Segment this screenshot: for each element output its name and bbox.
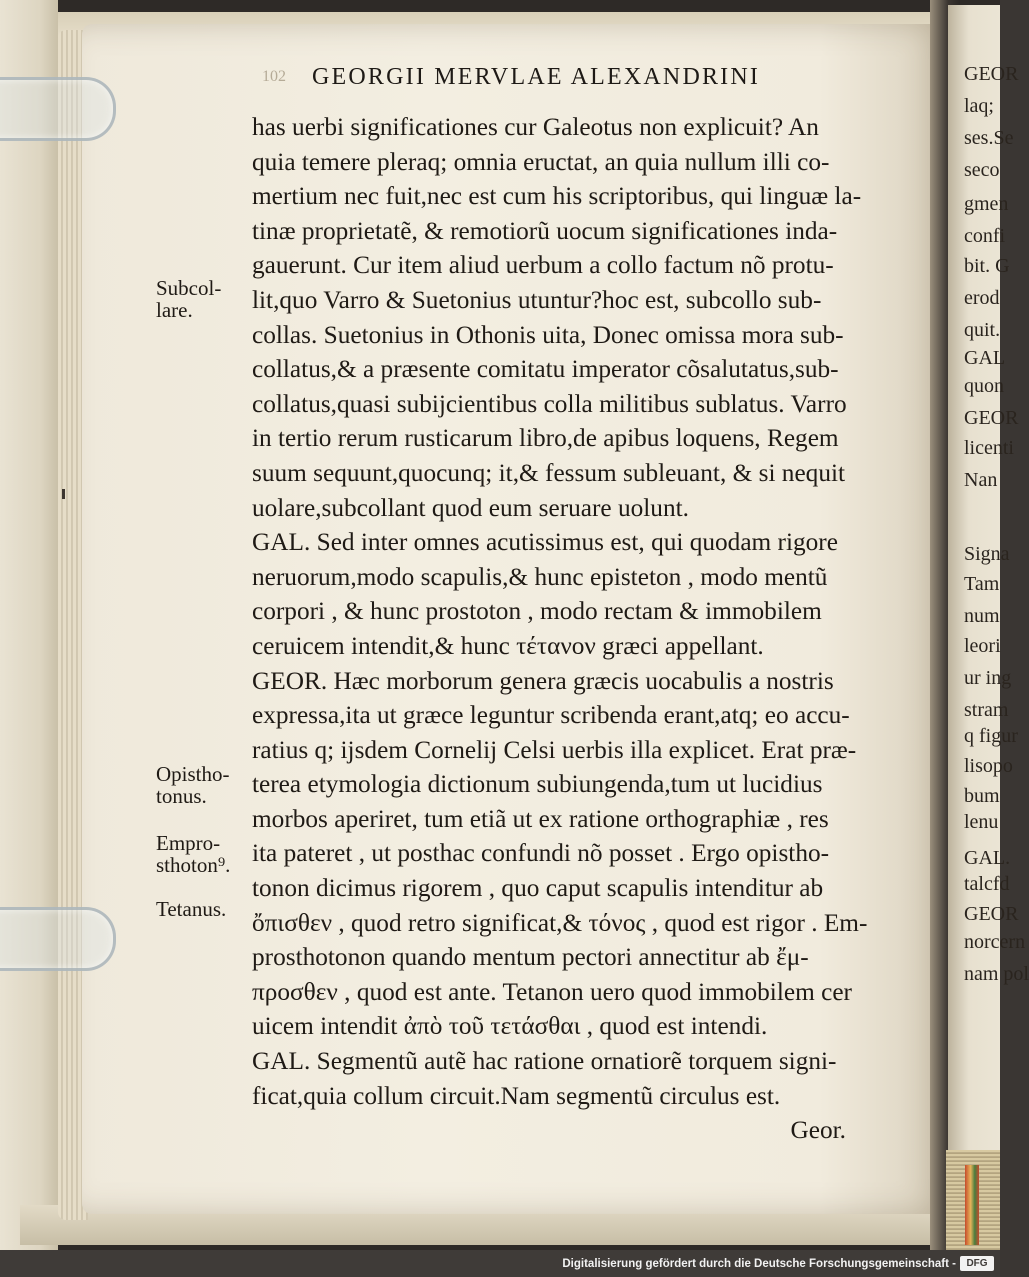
facing-page-text: ses.Se <box>964 127 1014 149</box>
footer-credit: Digitalisierung gefördert durch die Deutsche Forschungsgemeinschaft - <box>562 1258 956 1270</box>
text-line: GAL. Sed inter omnes acutissimus est, qui quodam rigore <box>252 528 838 557</box>
text-line: in tertio rerum rusticarum libro,de apibus loquens, Regem <box>252 424 839 453</box>
text-line: morbos aperiret, tum etiã ut ex ratione orthographiæ , res <box>252 804 829 833</box>
facing-page-text: gmen <box>964 193 1009 215</box>
facing-page-text: bit. G <box>964 255 1010 277</box>
facing-page-text: GAL. <box>964 847 1011 869</box>
text-line: lit,quo Varro & Suetonius utuntur?hoc est, subcollo sub- <box>252 285 822 314</box>
text-line: neruorum,modo scapulis,& hunc episteton , modo mentũ <box>252 562 828 591</box>
facing-page-text: seco <box>964 159 1000 181</box>
margin-note-line: sthoton⁹. <box>156 853 231 877</box>
text-line: terea etymologia dictionum subiungenda,tum ut lucidius <box>252 770 823 799</box>
text-line: ὄπισθεν , quod retro significat,& τόνος , quod est rigor . Em- <box>252 908 868 937</box>
facing-page-text: talcfd <box>964 873 1010 895</box>
facing-page-text: norcern <box>964 931 1026 953</box>
facing-page-text: laq; <box>964 95 994 117</box>
text-line: expressa,ita ut græce leguntur scribenda erant,atq; eo accu- <box>252 701 850 730</box>
book-cover-left <box>0 0 58 1250</box>
text-line: collatus,quasi subijcientibus colla militibus sublatus. Varro <box>252 389 847 418</box>
digitization-footer <box>0 1250 1000 1277</box>
page-clip-top <box>0 77 116 141</box>
text-line: tonon dicimus rigorem , quo caput scapulis intenditur ab <box>252 874 824 903</box>
text-line: tinæ proprietatẽ, & remotiorũ uocum significationes inda- <box>252 216 838 245</box>
facing-page-text: lenu <box>964 811 999 833</box>
facing-page-text: Signa <box>964 543 1010 565</box>
page-clip-bottom <box>0 907 116 971</box>
margin-note-line: lare. <box>156 298 193 322</box>
text-line: collatus,& a præsente comitatu imperator cõsalutatus,sub- <box>252 355 839 384</box>
page-number: 102 <box>262 68 286 85</box>
margin-note-line: Opistho- <box>156 762 230 786</box>
facing-page-text: GAL <box>964 347 1006 369</box>
facing-page-text: erod <box>964 287 1000 309</box>
text-line: GEOR. Hæc morborum genera græcis uocabulis a nostris <box>252 666 834 695</box>
facing-page-text: GEOR <box>964 63 1019 85</box>
text-line: corpori , & hunc prostoton , modo rectam & immobilem <box>252 597 822 626</box>
text-line: προσθεν , quod est ante. Tetanon uero quod immobilem cer <box>252 977 852 1006</box>
text-line: mertium nec fuit,nec est cum his scriptoribus, qui linguæ la- <box>252 182 862 211</box>
text-line: ceruicem intendit,& hunc τέτανον græci appellant. <box>252 631 764 660</box>
facing-page-text: licenti <box>964 437 1014 459</box>
margin-note-tetanus <box>156 898 226 920</box>
catchword: Geor. <box>790 1116 846 1145</box>
text-line: GAL. Segmentũ autẽ hac ratione ornatiorẽ torquem signi- <box>252 1047 837 1076</box>
body-text <box>252 110 868 1148</box>
margin-note-line: Subcol- <box>156 276 222 300</box>
facing-page-text: quit. <box>964 319 1001 341</box>
margin-note-subcollare <box>156 277 221 321</box>
dfg-logo: DFG <box>960 1256 994 1271</box>
facing-page-text: Nan <box>964 469 998 491</box>
text-line: has uerbi significationes cur Galeotus non explicuit? An <box>252 113 819 141</box>
facing-page-text: quon <box>964 375 1004 397</box>
facing-page-text: Tam <box>964 573 1000 595</box>
facing-page-text: bum <box>964 785 1000 807</box>
margin-note-emprosthoton <box>156 832 230 876</box>
margin-note-opisthotonus <box>156 763 230 807</box>
margin-note-line: Tetanus. <box>156 897 227 921</box>
facing-page <box>948 5 1029 1205</box>
text-line: ratius q; ijsdem Cornelij Celsi uerbis illa explicet. Erat præ- <box>252 735 857 764</box>
text-line: uicem intendit ἀπὸ τοῦ τετάσθαι , quod est intendi. <box>252 1012 768 1041</box>
text-line: ita pateret , ut posthac confundi nõ posset . Ergo opistho- <box>252 839 830 868</box>
facing-page-text: stram <box>964 699 1009 721</box>
facing-page-text: lisopo <box>964 755 1013 777</box>
facing-page-text: ur ing <box>964 667 1012 689</box>
text-line: uolare,subcollant quod eum seruare uolunt. <box>252 493 689 522</box>
text-line: quia temere pleraq; omnia eructat, an quia nullum illi co- <box>252 147 830 176</box>
facing-page-text: GEOR <box>964 407 1019 429</box>
facing-page-text: leori <box>964 635 1001 657</box>
facing-page-text: q figur <box>964 725 1018 747</box>
margin-note-line: tonus. <box>156 784 207 808</box>
text-line: collas. Suetonius in Othonis uita, Donec omissa mora sub- <box>252 320 844 349</box>
facing-page-text: nam pol <box>964 963 1029 985</box>
text-line: gauerunt. Cur item aliud uerbum a collo factum nõ protu- <box>252 251 834 280</box>
facing-page-text: confi <box>964 225 1006 247</box>
facing-page-text: num <box>964 605 1000 627</box>
facing-page-text: GEOR <box>964 903 1019 925</box>
running-head: GEORGII MERVLAE ALEXANDRINI <box>312 64 761 90</box>
text-line: prosthotonon quando mentum pectori annectitur ab ἔμ- <box>252 943 809 972</box>
bookmark-ribbon <box>965 1165 979 1245</box>
text-line: suum sequunt,quocunq; it,& fessum subleuant, & si nequit <box>252 458 846 487</box>
text-line: ficat,quia collum circuit.Nam segmentũ circulus est. <box>252 1081 781 1110</box>
paper-mark <box>62 489 65 499</box>
margin-note-line: Empro- <box>156 831 221 855</box>
